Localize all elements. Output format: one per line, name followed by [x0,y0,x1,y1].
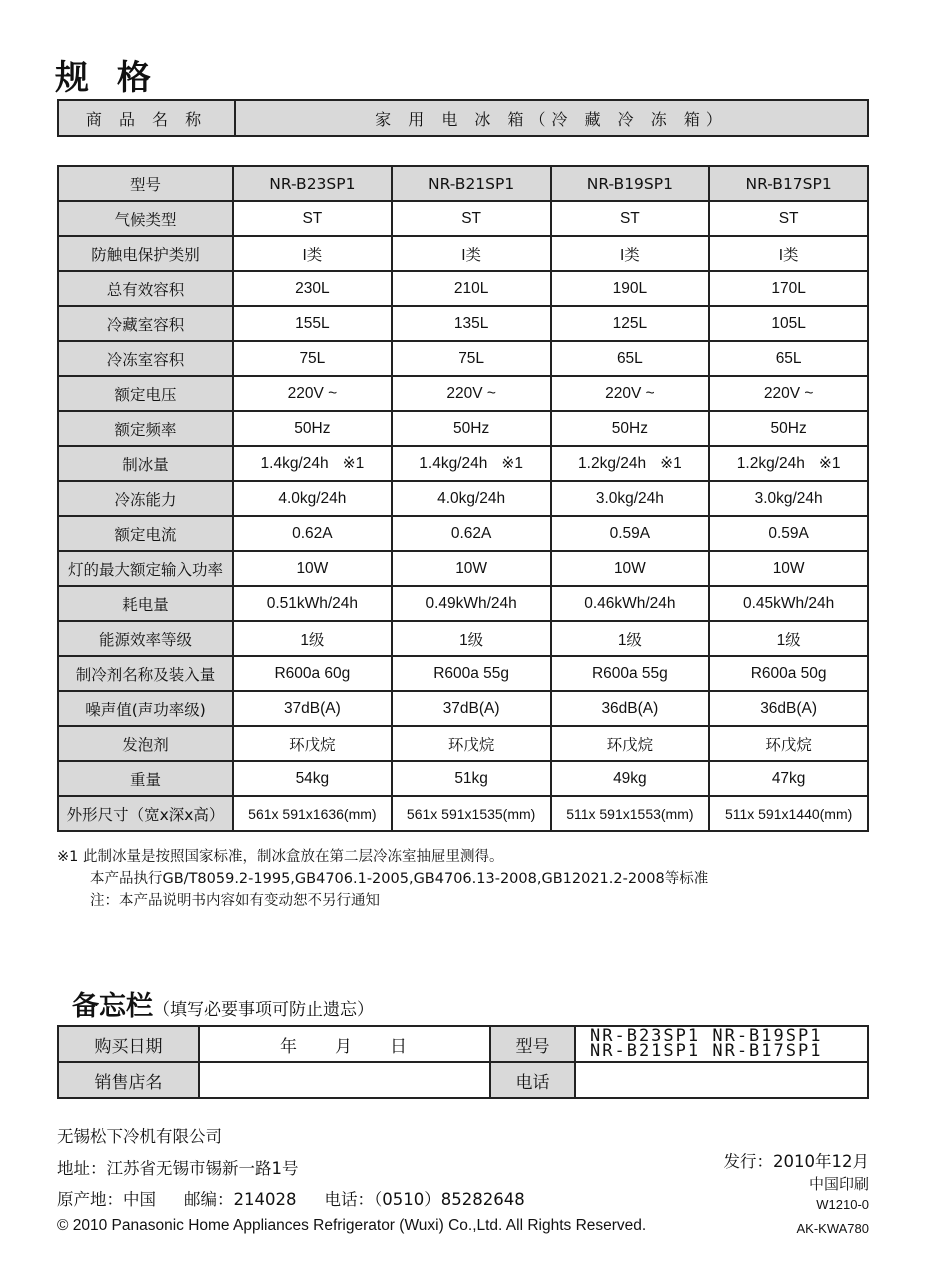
spec-row [58,726,868,761]
spec-cell [709,341,868,376]
spec-row [58,551,868,586]
spec-value: 65L [616,349,643,367]
spec-row [58,621,868,656]
spec-value: 220V ~ [446,384,496,402]
spec-cell [551,411,710,446]
spec-cell [392,586,551,621]
spec-cell [233,761,392,796]
spec-value: 1.2kg/24h [736,455,805,472]
year-label: 年 [280,1036,299,1057]
spec-row-label: 灯的最大额定输入功率 [58,551,233,586]
model-list [575,1026,868,1062]
spec-cell [709,236,868,271]
postcode: 邮编：214028 [184,1190,297,1209]
purchase-date-field[interactable] [199,1026,490,1062]
spec-row-label: 外形尺寸（宽x深x高） [58,796,233,831]
spec-value: 50Hz [611,419,648,437]
address: 地址：江苏省无锡市锡新一路1号 [57,1159,299,1178]
spec-cell [551,306,710,341]
spec-cell [392,411,551,446]
spec-cell [233,201,392,236]
spec-value: 135L [453,314,489,332]
spec-row-label: 气候类型 [58,201,233,236]
spec-cell [233,376,392,411]
phone-number: 电话：（0510）85282648 [324,1190,525,1209]
spec-row [58,516,868,551]
spec-cell [233,516,392,551]
spec-cell [392,796,551,831]
spec-value: 10W [296,559,329,577]
spec-row [58,201,868,236]
spec-value: 561x 591x1535(mm) [406,805,536,822]
spec-table [57,165,869,832]
spec-value: 220V ~ [287,384,338,402]
note-standards: 本产品执行GB/T8059.2-1995,GB4706.1-2005,GB4706.13-2008,GB12021.2-2008等标准 [90,871,709,887]
spec-row [58,586,868,621]
spec-row-label: 防触电保护类别 [58,236,233,271]
footnote-mark: ※1 [501,455,523,472]
spec-cell [233,551,392,586]
day-label: 日 [390,1036,409,1057]
footnote-mark: ※1 [660,455,682,472]
spec-cell [392,761,551,796]
spec-cell [551,656,710,691]
memo-table [57,1025,869,1099]
spec-cell [392,376,551,411]
spec-value: 1级 [617,631,642,649]
spec-cell [551,726,710,761]
spec-row-label: 总有效容积 [58,271,233,306]
contact-line [57,1186,525,1210]
model-header-cell: NR-B21SP1 [392,166,551,201]
spec-cell [709,726,868,761]
spec-value: 37dB(A) [442,699,500,717]
spec-cell [233,446,392,481]
model-label: 型号 [490,1026,575,1062]
spec-row-label: 耗电量 [58,586,233,621]
spec-cell [551,551,710,586]
spec-value: 75L [458,349,485,367]
spec-value: ST [302,209,323,227]
spec-value: ST [461,209,482,227]
spec-cell [709,586,868,621]
spec-value: 0.49kWh/24h [425,594,517,612]
spec-value: 0.46kWh/24h [584,594,676,612]
spec-value: R600a 60g [274,664,351,682]
spec-cell [392,516,551,551]
spec-value: 3.0kg/24h [754,489,823,507]
spec-row [58,481,868,516]
store-label: 销售店名 [58,1062,199,1098]
spec-value: 170L [771,279,806,297]
spec-row [58,796,868,831]
spec-value: 4.0kg/24h [278,489,347,507]
spec-cell [551,691,710,726]
issue-date: 发行：2010年12月 [723,1152,869,1171]
spec-cell [392,551,551,586]
spec-row-label: 发泡剂 [58,726,233,761]
spec-cell [392,306,551,341]
spec-value: 1.4kg/24h [419,455,488,472]
spec-value: 10W [772,559,805,577]
spec-value: 50Hz [294,419,331,437]
spec-cell [392,621,551,656]
spec-value: 1.2kg/24h [578,455,647,472]
spec-row-label: 额定电流 [58,516,233,551]
spec-cell [709,761,868,796]
spec-value: 环戊烷 [765,736,812,754]
spec-value: R600a 50g [750,664,827,682]
spec-value: I类 [619,246,640,264]
spec-value: 230L [295,279,330,297]
spec-cell [709,551,868,586]
spec-row-label: 冷冻室容积 [58,341,233,376]
copyright: © 2010 Panasonic Home Appliances Refrigerator (Wuxi) Co.,Ltd. All Rights Reserved. [57,1217,647,1234]
spec-value: 0.45kWh/24h [742,594,835,612]
spec-cell [233,656,392,691]
spec-cell [233,621,392,656]
spec-row [58,341,868,376]
spec-cell [551,201,710,236]
model-header-label: 型号 [58,166,233,201]
spec-header-row [58,166,868,201]
spec-cell [709,481,868,516]
spec-value: 0.62A [292,524,333,542]
footnote-mark: ※1 [818,455,841,472]
spec-cell [709,411,868,446]
spec-cell [709,656,868,691]
spec-cell [233,271,392,306]
spec-row-label: 额定频率 [58,411,233,446]
spec-row-label: 重量 [58,761,233,796]
spec-value: 环戊烷 [289,736,336,754]
spec-value: 环戊烷 [447,736,495,754]
spec-cell [551,761,710,796]
spec-value: 1级 [300,631,325,649]
spec-value: ST [778,209,799,227]
memo-subtitle: （填写必要事项可防止遗忘） [153,1000,374,1020]
spec-cell [233,306,392,341]
spec-cell [392,656,551,691]
model-header-cell: NR-B23SP1 [233,166,392,201]
origin: 原产地：中国 [57,1190,156,1209]
model-line: NR-B23SP1 NR-B19SP1 [590,1026,823,1046]
spec-cell [233,236,392,271]
model-line: NR-B21SP1 NR-B17SP1 [590,1041,823,1061]
model-header-cell: NR-B17SP1 [709,166,868,201]
spec-cell [709,446,868,481]
spec-value: 50Hz [453,419,490,437]
spec-value: 190L [612,279,648,297]
spec-value: 210L [453,279,489,297]
spec-value: ST [619,209,640,227]
footnote-mark: ※1 [342,455,365,472]
spec-value: 0.59A [609,524,651,542]
spec-value: 220V ~ [763,384,814,402]
spec-value: 10W [613,559,646,577]
spec-cell [709,376,868,411]
spec-value: 36dB(A) [601,699,659,717]
product-name-value: 家 用 电 冰 箱（冷 藏 冷 冻 箱） [235,100,868,136]
model-header-cell: NR-B19SP1 [551,166,710,201]
printed-in: 中国印刷 [808,1175,869,1193]
spec-value: 36dB(A) [760,699,818,717]
spec-cell [709,271,868,306]
spec-row [58,656,868,691]
spec-cell [233,481,392,516]
spec-value: 1级 [459,631,484,649]
page-title: 规 格 [55,58,159,98]
spec-value: 511x 591x1440(mm) [724,805,853,822]
spec-value: R600a 55g [433,664,510,682]
spec-value: R600a 55g [591,664,668,682]
spec-cell [551,481,710,516]
spec-cell [233,796,392,831]
store-field[interactable] [199,1062,490,1098]
spec-value: 49kg [613,769,647,787]
spec-value: 65L [775,349,802,367]
spec-row-label: 能源效率等级 [58,621,233,656]
spec-value: 47kg [771,769,806,787]
spec-cell [551,446,710,481]
spec-value: 75L [299,349,326,367]
spec-cell [551,516,710,551]
spec-cell [392,481,551,516]
spec-cell [551,236,710,271]
spec-cell [709,691,868,726]
memo-heading [72,984,374,1023]
company-name: 无锡松下冷机有限公司 [57,1127,222,1146]
spec-row [58,411,868,446]
spec-cell [392,271,551,306]
spec-cell [551,621,710,656]
code-w: W1210-0 [816,1197,869,1212]
spec-cell [709,306,868,341]
notes [57,846,708,912]
product-name-table [57,99,869,137]
spec-value: 10W [455,559,488,577]
memo-title: 备忘栏 [72,991,153,1022]
phone-field[interactable] [575,1062,868,1098]
note-ice: ※1 此制冰量是按照国家标准，制冰盒放在第二层冷冻室抽屉里测得。 [57,849,504,865]
spec-row [58,306,868,341]
spec-value: 0.51kWh/24h [266,594,359,612]
spec-value: 125L [612,314,648,332]
spec-cell [392,691,551,726]
spec-value: 51kg [454,769,488,787]
spec-cell [551,586,710,621]
spec-value: 4.0kg/24h [437,489,506,507]
spec-value: 3.0kg/24h [595,489,664,507]
spec-cell [392,201,551,236]
spec-row [58,376,868,411]
spec-cell [233,726,392,761]
product-name-label: 商 品 名 称 [58,100,235,136]
spec-row [58,446,868,481]
spec-cell [392,341,551,376]
spec-value: 155L [295,314,330,332]
note-change: 注：本产品说明书内容如有变动恕不另行通知 [90,893,380,909]
spec-cell [233,691,392,726]
spec-value: 1级 [776,631,801,649]
spec-value: I类 [778,246,799,264]
spec-row-label: 制冷剂名称及装入量 [58,656,233,691]
spec-row-label: 噪声值(声功率级) [58,691,233,726]
spec-value: 50Hz [770,419,807,437]
spec-row [58,761,868,796]
spec-value: 0.62A [450,524,492,542]
spec-cell [233,586,392,621]
spec-row-label: 冷冻能力 [58,481,233,516]
spec-cell [392,726,551,761]
spec-cell [709,516,868,551]
spec-cell [392,446,551,481]
spec-cell [233,341,392,376]
purchase-date-label: 购买日期 [58,1026,199,1062]
spec-cell [709,201,868,236]
spec-value: 561x 591x1636(mm) [248,805,377,822]
spec-value: 1.4kg/24h [260,455,329,472]
spec-value: 0.59A [768,524,809,542]
spec-cell [551,341,710,376]
month-label: 月 [335,1036,354,1057]
spec-cell [551,376,710,411]
spec-cell [709,796,868,831]
spec-value: 105L [771,314,806,332]
spec-row-label: 额定电压 [58,376,233,411]
spec-value: 511x 591x1553(mm) [566,805,694,822]
code-ak: AK-KWA780 [796,1221,869,1236]
spec-row-label: 冷藏室容积 [58,306,233,341]
spec-row [58,271,868,306]
spec-row-label: 制冰量 [58,446,233,481]
phone-label: 电话 [490,1062,575,1098]
spec-cell [551,271,710,306]
spec-cell [392,236,551,271]
spec-value: 37dB(A) [283,699,341,717]
spec-value: I类 [302,246,323,264]
spec-cell [233,411,392,446]
spec-value: I类 [461,246,482,264]
spec-value: 54kg [295,769,330,787]
spec-row [58,236,868,271]
spec-row [58,691,868,726]
spec-value: 环戊烷 [606,736,654,754]
spec-value: 220V ~ [605,384,655,402]
spec-cell [709,621,868,656]
spec-cell [551,796,710,831]
